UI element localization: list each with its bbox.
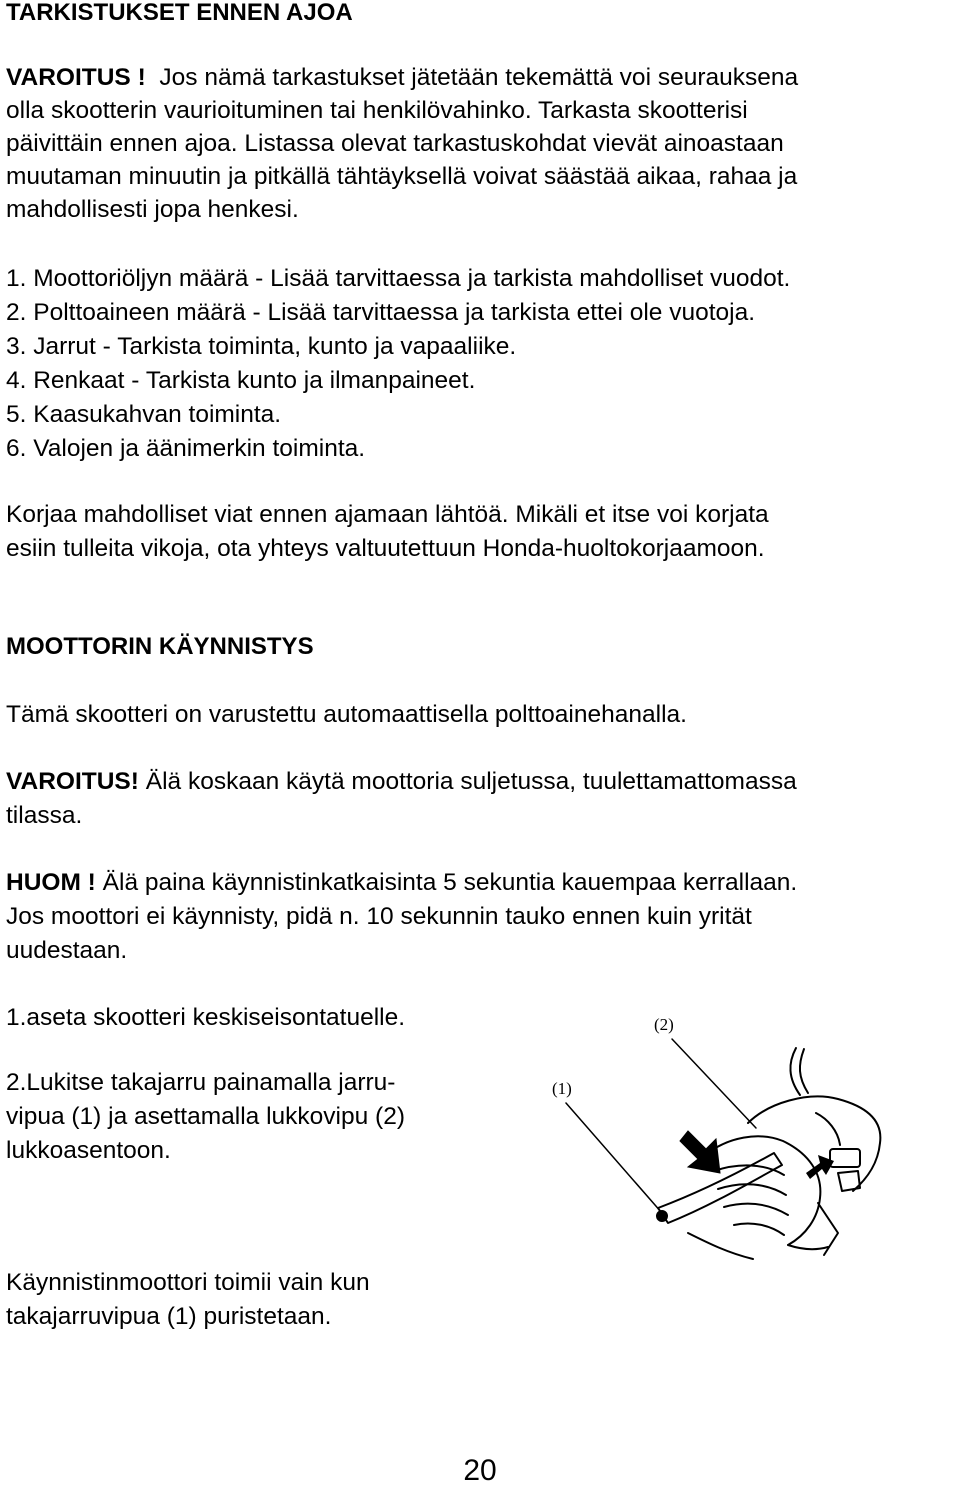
switch-housing — [748, 1096, 880, 1191]
checklist-item: 2. Polttoaineen määrä - Lisää tarvittaessa ja tarkista ettei ole vuotoja. — [6, 299, 756, 326]
step-2-line: lukkoasentoon. — [6, 1137, 171, 1164]
label-2: (2) — [654, 1015, 674, 1034]
warning-mark: ! — [130, 768, 139, 795]
note-label: HUOM — [6, 869, 81, 896]
brake-lever-illustration — [538, 1003, 898, 1265]
page-number: 20 — [463, 1454, 497, 1487]
lock-lever — [830, 1149, 860, 1167]
note-space — [81, 869, 88, 896]
checklist-item: 6. Valojen ja äänimerkin toiminta. — [6, 435, 366, 462]
warning-text-line: olla skootterin vaurioituminen tai henkilövahinko. Tarkasta skootterisi — [6, 97, 748, 124]
warning-label: VAROITUS — [6, 64, 131, 91]
glove-finger — [718, 1184, 786, 1195]
warning-mark: ! — [137, 64, 146, 91]
warning-text-line: muutaman minuutin ja pitkällä tähtäyksellä voivat säästää aikaa, rahaa ja — [6, 163, 798, 190]
label-1: (1) — [552, 1079, 572, 1098]
warning-line — [6, 61, 798, 95]
note-text-line: Jos moottori ei käynnisty, pidä n. 10 sekunnin tauko ennen kuin yrität — [6, 903, 752, 930]
footer-line: Käynnistinmoottori toimii vain kun — [6, 1269, 370, 1296]
step-1: 1.aseta skootteri keskiseisontatuelle. — [6, 1004, 406, 1031]
note-text: Älä paina käynnistinkatkaisinta 5 sekuntia kauempaa kerrallaan. — [102, 869, 798, 896]
glove-outline — [708, 1136, 820, 1245]
handle-grip — [688, 1233, 753, 1259]
switch-button — [838, 1171, 860, 1191]
glove-finger — [724, 1204, 788, 1215]
warning-text-line: tilassa. — [6, 802, 83, 829]
intro-text: Tämä skootteri on varustettu automaattisella polttoainehanalla. — [6, 701, 687, 728]
note-line — [6, 866, 797, 900]
brake-cable — [800, 1049, 808, 1093]
switch-housing — [816, 1113, 840, 1145]
step-2-line: 2.Lukitse takajarru painamalla jarru- — [6, 1069, 396, 1096]
footer-line: takajarruvipua (1) puristetaan. — [6, 1303, 332, 1330]
note-text-line: uudestaan. — [6, 937, 128, 964]
brake-cable — [790, 1048, 800, 1095]
leader-line-1 — [566, 1103, 662, 1213]
checklist-item: 3. Jarrut - Tarkista toiminta, kunto ja vapaaliike. — [6, 333, 517, 360]
checklist-item: 1. Moottoriöljyn määrä - Lisää tarvittaessa ja tarkista mahdolliset vuodot. — [6, 265, 791, 292]
glove-finger — [734, 1223, 784, 1235]
warning-text: Älä koskaan käytä moottoria suljetussa, tuulettamattomassa — [145, 768, 797, 795]
step-2-line: vipua (1) ja asettamalla lukkovipu (2) — [6, 1103, 405, 1130]
sleeve — [818, 1203, 838, 1255]
checklist-item: 4. Renkaat - Tarkista kunto ja ilmanpaineet. — [6, 367, 476, 394]
warning-space — [131, 64, 138, 91]
section-title-start: MOOTTORIN KÄYNNISTYS — [6, 633, 314, 660]
warning-text-line: päivittäin ennen ajoa. Listassa olevat tarkastuskohdat vievät ainoastaan — [6, 130, 784, 157]
note-mark: ! — [87, 869, 96, 896]
checklist-item: 5. Kaasukahvan toiminta. — [6, 401, 282, 428]
section-title-checks: TARKISTUKSET ENNEN AJOA — [6, 0, 353, 26]
warning-label: VAROITUS — [6, 768, 131, 795]
handle-grip — [788, 1245, 828, 1249]
fix-note-line: esiin tulleita vikoja, ota yhteys valtuutettuun Honda-huoltokorjaamoon. — [6, 535, 765, 562]
warning-line-2 — [6, 765, 797, 799]
fix-note-line: Korjaa mahdolliset viat ennen ajamaan lähtöä. Mikäli et itse voi korjata — [6, 501, 769, 528]
warning-text-line: mahdollisesti jopa henkesi. — [6, 196, 299, 223]
warning-text: Jos nämä tarkastukset jätetään tekemättä voi seurauksena — [159, 64, 799, 91]
leader-line-2 — [672, 1039, 756, 1128]
press-arrow-icon — [680, 1131, 720, 1173]
